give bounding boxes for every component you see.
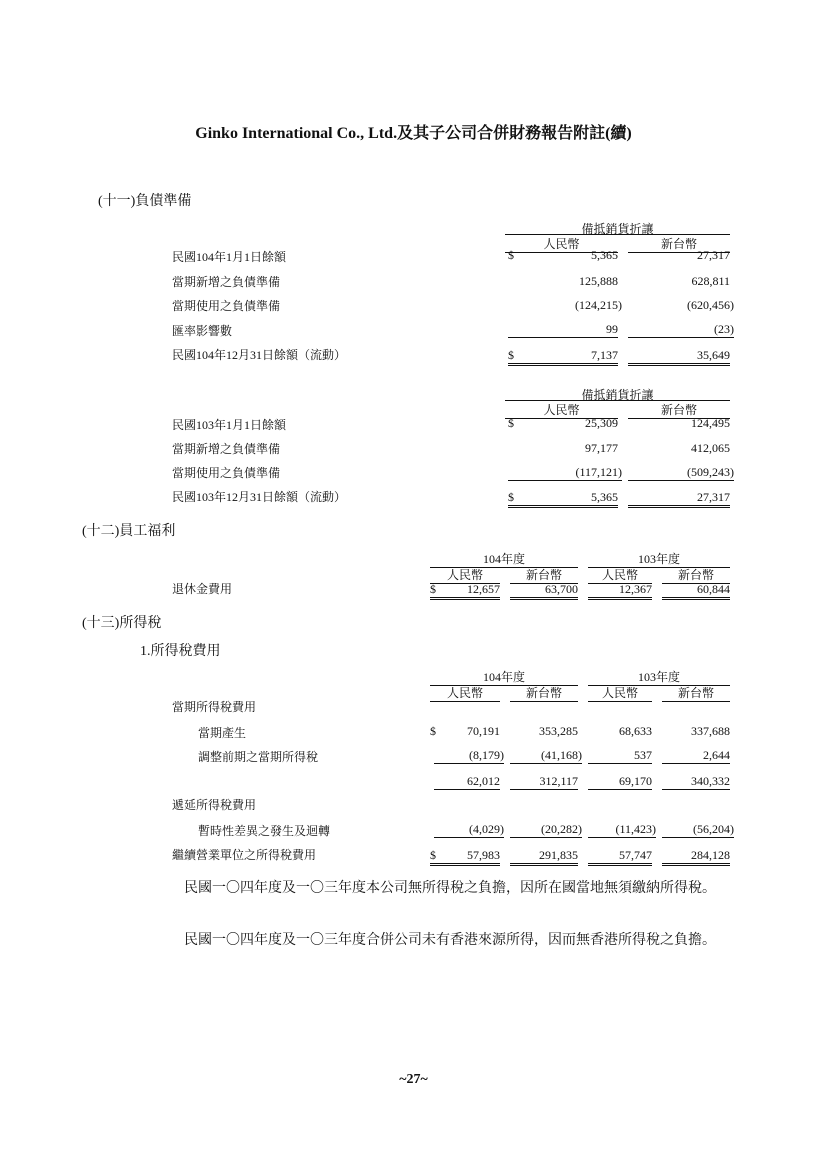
- s13-deferred-v4: (56,204): [662, 822, 734, 838]
- t103-row4-currency: $: [508, 490, 514, 504]
- t103-col-rmb: 人民幣: [505, 401, 618, 419]
- s13-total-v3: 57,747: [588, 848, 652, 866]
- t104-row5-currency: $: [508, 348, 514, 362]
- s13-row2-v3: 537: [588, 748, 652, 764]
- section-11-heading: (十一)負債準備: [98, 194, 192, 209]
- t104-row2-rmb: 125,888: [579, 274, 618, 288]
- s13-row1-v4: 337,688: [691, 724, 730, 738]
- t103-row3-label: 當期使用之負債準備: [172, 466, 281, 480]
- page-number: ~27~: [399, 1072, 428, 1087]
- t103-row3-rmb: (117,121): [508, 465, 622, 481]
- s13-current-label: 當期所得稅費用: [172, 700, 257, 714]
- s13-deferred-label: 遞延所得稅費用: [172, 798, 257, 812]
- t104-group-header: 備抵銷貨折讓: [581, 222, 654, 236]
- s13-row1-v1: 70,191: [467, 724, 500, 738]
- t104-row4-label: 匯率影響數: [172, 324, 233, 338]
- s13-total-v2: 291,835: [510, 848, 578, 866]
- s13-row1-label: 當期產生: [198, 726, 247, 740]
- s13-row2-label: 調整前期之當期所得稅: [198, 750, 319, 764]
- s12-col2: 新台幣: [510, 566, 578, 584]
- t104-row3-label: 當期使用之負債準備: [172, 299, 281, 313]
- t104-row1-label: 民國104年1月1日餘額: [172, 250, 287, 264]
- t104-row5-label: 民國104年12月31日餘額（流動）: [172, 348, 347, 362]
- s13-subtotal-v4: 340,332: [662, 774, 730, 790]
- t103-row4-ntd: 27,317: [628, 490, 730, 508]
- t104-col-ntd: 新台幣: [628, 235, 730, 253]
- page-title: Ginko International Co., Ltd.及其子公司合併財務報告附註(續): [195, 125, 632, 142]
- t103-row3-ntd: (509,243): [628, 465, 734, 481]
- s13-paragraph-1: 民國一〇四年度及一〇三年度本公司無所得稅之負擔，因所在國當地無須繳納所得稅。: [184, 881, 716, 896]
- s12-col3: 人民幣: [588, 566, 652, 584]
- section-13-sub: 1.所得稅費用: [140, 644, 221, 659]
- t104-row5-ntd: 35,649: [628, 348, 730, 366]
- s12-year1: 104年度: [430, 550, 578, 568]
- t103-col-ntd: 新台幣: [628, 401, 730, 419]
- s13-paragraph-2: 民國一〇四年度及一〇三年度合併公司未有香港來源所得，因而無香港所得稅之負擔。: [184, 933, 716, 948]
- s13-row2-v1: (8,179): [434, 748, 504, 764]
- s13-col4: 新台幣: [662, 684, 730, 702]
- s13-total-currency: $: [430, 848, 436, 862]
- s13-row2-v4: 2,644: [662, 748, 730, 764]
- s13-total-label: 繼續營業單位之所得稅費用: [172, 848, 317, 862]
- t104-row4-ntd: (23): [628, 322, 734, 338]
- s13-subtotal-v2: 312,117: [510, 774, 578, 790]
- s12-row-currency: $: [430, 582, 436, 596]
- t104-row1-currency: $: [508, 248, 514, 262]
- t103-row4-rmb: 5,365: [508, 490, 618, 508]
- t104-row3-ntd: (620,456): [687, 298, 734, 312]
- s13-row1-currency: $: [430, 724, 436, 738]
- s13-col3: 人民幣: [588, 684, 652, 702]
- t104-row1-rmb: 5,365: [591, 248, 618, 262]
- s13-subtotal-v3: 69,170: [588, 774, 652, 790]
- t104-row3-rmb: (124,215): [575, 298, 622, 312]
- s12-row-v1: 12,657: [430, 582, 500, 600]
- t104-row2-label: 當期新增之負債準備: [172, 275, 281, 289]
- s13-row2-v2: (41,168): [510, 748, 582, 764]
- s13-deferred-v1: (4,029): [434, 822, 504, 838]
- s13-col1: 人民幣: [430, 684, 500, 702]
- t103-row2-ntd: 412,065: [691, 441, 730, 455]
- s13-col2: 新台幣: [510, 684, 578, 702]
- t103-row2-rmb: 97,177: [585, 441, 618, 455]
- s13-row1-v2: 353,285: [539, 724, 578, 738]
- t104-row4-rmb: 99: [508, 322, 618, 338]
- s13-deferred-v2: (20,282): [510, 822, 582, 838]
- t103-group-header: 備抵銷貨折讓: [581, 388, 654, 402]
- s13-year2: 103年度: [588, 668, 730, 686]
- t104-row1-ntd: 27,317: [697, 248, 730, 262]
- t103-row1-currency: $: [508, 416, 514, 430]
- s13-row1-v3: 68,633: [619, 724, 652, 738]
- s12-row-v4: 60,844: [662, 582, 730, 600]
- s13-deferred-row-label: 暫時性差異之發生及迴轉: [198, 824, 331, 838]
- s13-total-v1: 57,983: [430, 848, 500, 866]
- s12-col1: 人民幣: [430, 566, 500, 584]
- s12-col4: 新台幣: [662, 566, 730, 584]
- s12-row-label: 退休金費用: [172, 582, 233, 596]
- t104-col-rmb: 人民幣: [505, 235, 618, 253]
- s13-year1: 104年度: [430, 668, 578, 686]
- t104-row2-ntd: 628,811: [691, 274, 730, 288]
- s12-row-v2: 63,700: [510, 582, 578, 600]
- t103-row4-label: 民國103年12月31日餘額（流動）: [172, 490, 347, 504]
- t103-row1-rmb: 25,309: [585, 416, 618, 430]
- s13-total-v4: 284,128: [662, 848, 730, 866]
- t104-row5-rmb: 7,137: [508, 348, 618, 366]
- t103-row2-label: 當期新增之負債準備: [172, 442, 281, 456]
- section-13-heading: (十三)所得稅: [82, 616, 162, 631]
- section-12-heading: (十二)員工福利: [82, 524, 176, 539]
- s13-subtotal-v1: 62,012: [434, 774, 500, 790]
- s13-deferred-v3: (11,423): [588, 822, 656, 838]
- s12-row-v3: 12,367: [588, 582, 652, 600]
- t103-row1-ntd: 124,495: [691, 416, 730, 430]
- s12-year2: 103年度: [588, 550, 730, 568]
- t103-row1-label: 民國103年1月1日餘額: [172, 418, 287, 432]
